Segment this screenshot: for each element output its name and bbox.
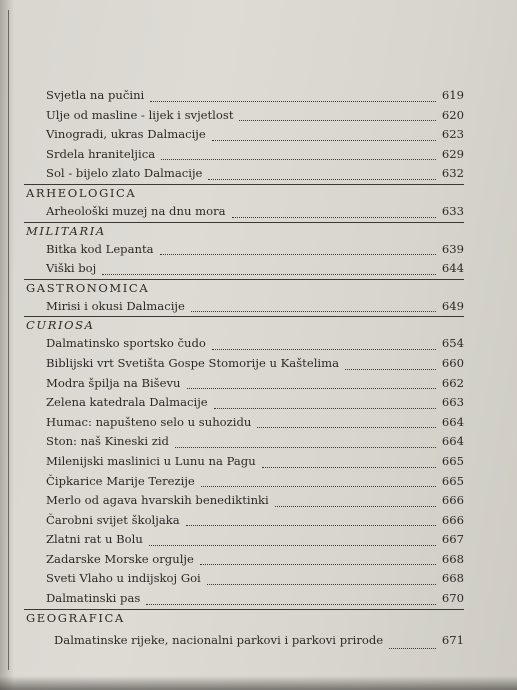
toc-entry-page: 632 (441, 166, 464, 181)
toc-entry-page: 639 (441, 241, 464, 256)
toc-entry (24, 550, 464, 570)
toc-entry-title: Sveti Vlaho u indijskoj Goi (46, 571, 201, 586)
toc-entry-page: 671 (441, 632, 464, 647)
dot-leader (146, 603, 436, 605)
dot-leader (262, 466, 436, 468)
toc-entry-title: Čipkarice Marije Terezije (46, 473, 195, 488)
section-heading: GEOGRAFICA (24, 609, 464, 627)
toc-section-continued (24, 86, 464, 184)
dot-leader (149, 544, 436, 546)
toc-entry-title: Vinogradi, ukras Dalmacije (46, 127, 206, 142)
toc-entry (24, 491, 464, 511)
toc-entry-title: Biblijski vrt Svetišta Gospe Stomorije u Kaštelima (46, 355, 340, 370)
toc-entry-page: 667 (441, 532, 464, 547)
dot-leader (102, 273, 436, 275)
toc-entry (24, 589, 464, 609)
dot-leader (186, 524, 436, 526)
toc-entry-page: 623 (441, 127, 464, 142)
toc-entry (24, 452, 464, 472)
toc-entry (24, 374, 464, 394)
dot-leader (175, 446, 436, 448)
toc-entry-title: Zlatni rat u Bolu (46, 532, 143, 547)
toc-entry-page: 666 (441, 493, 464, 508)
toc-entry-title: Sol - bijelo zlato Dalmacije (46, 166, 203, 181)
dot-leader (214, 407, 436, 409)
toc-entry-page: 649 (441, 298, 464, 313)
toc-entry-title: Mirisi i okusi Dalmacije (46, 298, 185, 313)
toc-entry-page: 662 (441, 375, 464, 390)
toc-entry-title: Dalmatinske rijeke, nacionalni parkovi i parkovi prirode (54, 632, 384, 647)
toc-entry (24, 106, 464, 126)
dot-leader (160, 253, 436, 255)
toc-entry (24, 125, 464, 145)
dot-leader (257, 426, 436, 428)
toc-entry-page: 664 (441, 434, 464, 449)
toc-entry-title: Ston: naš Kineski zid (46, 434, 169, 449)
section-heading: MILITARIA (24, 222, 464, 240)
page-edge-line (8, 10, 9, 670)
dot-leader (161, 158, 436, 160)
toc-entry-title: Merlo od agava hvarskih benediktinki (46, 493, 269, 508)
toc-entry-title: Zelena katedrala Dalmacije (46, 395, 208, 410)
dot-leader (200, 563, 436, 565)
toc-entry-page: 666 (441, 512, 464, 527)
toc-section-gastronomica (24, 279, 464, 317)
toc-entry (24, 240, 464, 260)
toc-entry-title: Viški boj (46, 261, 97, 276)
toc-entry-page: 633 (441, 203, 464, 218)
dot-leader (239, 119, 436, 121)
toc-entry-title: Arheološki muzej na dnu mora (46, 203, 226, 218)
page-bottom-shadow (0, 676, 517, 690)
dot-leader (212, 139, 436, 141)
toc-entry-page: 665 (441, 453, 464, 468)
dot-leader (207, 583, 436, 585)
toc-entry (24, 145, 464, 165)
toc-entry (24, 530, 464, 550)
toc-entry-title: Dalmatinski pas (46, 591, 141, 606)
toc-entry-page: 654 (441, 336, 464, 351)
toc-entry (24, 432, 464, 452)
toc-entry-page: 670 (441, 591, 464, 606)
toc-entry-page: 665 (441, 473, 464, 488)
section-heading: CURIOSA (24, 316, 464, 334)
table-of-contents (24, 86, 464, 653)
toc-entry-title: Zadarske Morske orgulje (46, 551, 194, 566)
toc-entry (24, 202, 464, 222)
toc-entry (24, 511, 464, 531)
toc-entry-title: Bitka kod Lepanta (46, 241, 154, 256)
dot-leader (275, 505, 436, 507)
toc-section-curiosa (24, 316, 464, 608)
toc-entry-title: Srdela hraniteljica (46, 146, 156, 161)
toc-entry (24, 334, 464, 354)
toc-section-geografica (24, 609, 464, 653)
section-heading: GASTRONOMICA (24, 279, 464, 297)
dot-leader (389, 647, 436, 649)
toc-entry-page: 644 (441, 261, 464, 276)
toc-section-militaria (24, 222, 464, 279)
toc-entry-page: 663 (441, 395, 464, 410)
toc-entry (24, 354, 464, 374)
toc-entry (24, 569, 464, 589)
toc-entry (24, 627, 464, 653)
dot-leader (201, 485, 436, 487)
toc-section-arheologica (24, 184, 464, 222)
toc-entry (24, 86, 464, 106)
toc-entry-page: 664 (441, 414, 464, 429)
toc-entry (24, 472, 464, 492)
toc-entry-title: Čarobni svijet školjaka (46, 512, 180, 527)
toc-entry-title: Dalmatinsko sportsko čudo (46, 336, 206, 351)
toc-entry (24, 164, 464, 184)
dot-leader (191, 310, 436, 312)
toc-entry-page: 620 (441, 107, 464, 122)
dot-leader (208, 178, 436, 180)
toc-entry (24, 259, 464, 279)
toc-entry-title: Humac: napušteno selo u suhozidu (46, 414, 252, 429)
dot-leader (150, 100, 436, 102)
toc-entry (24, 297, 464, 317)
toc-entry-page: 619 (441, 88, 464, 102)
dot-leader (232, 216, 436, 218)
toc-entry-title: Modra špilja na Biševu (46, 375, 181, 390)
dot-leader (212, 348, 436, 350)
dot-leader (187, 387, 436, 389)
toc-entry-page: 668 (441, 551, 464, 566)
toc-entry-page: 668 (441, 571, 464, 586)
toc-entry-page: 629 (441, 146, 464, 161)
page-gutter-shadow (0, 0, 14, 690)
toc-entry-page: 660 (441, 355, 464, 370)
toc-entry (24, 413, 464, 433)
toc-entry-title: Svjetla na pučini (46, 88, 145, 102)
toc-entry-title: Ulje od masline - lijek i svjetlost (46, 107, 234, 122)
section-heading: ARHEOLOGICA (24, 184, 464, 202)
toc-entry-title: Milenijski maslinici u Lunu na Pagu (46, 453, 256, 468)
dot-leader (345, 368, 436, 370)
toc-entry (24, 393, 464, 413)
